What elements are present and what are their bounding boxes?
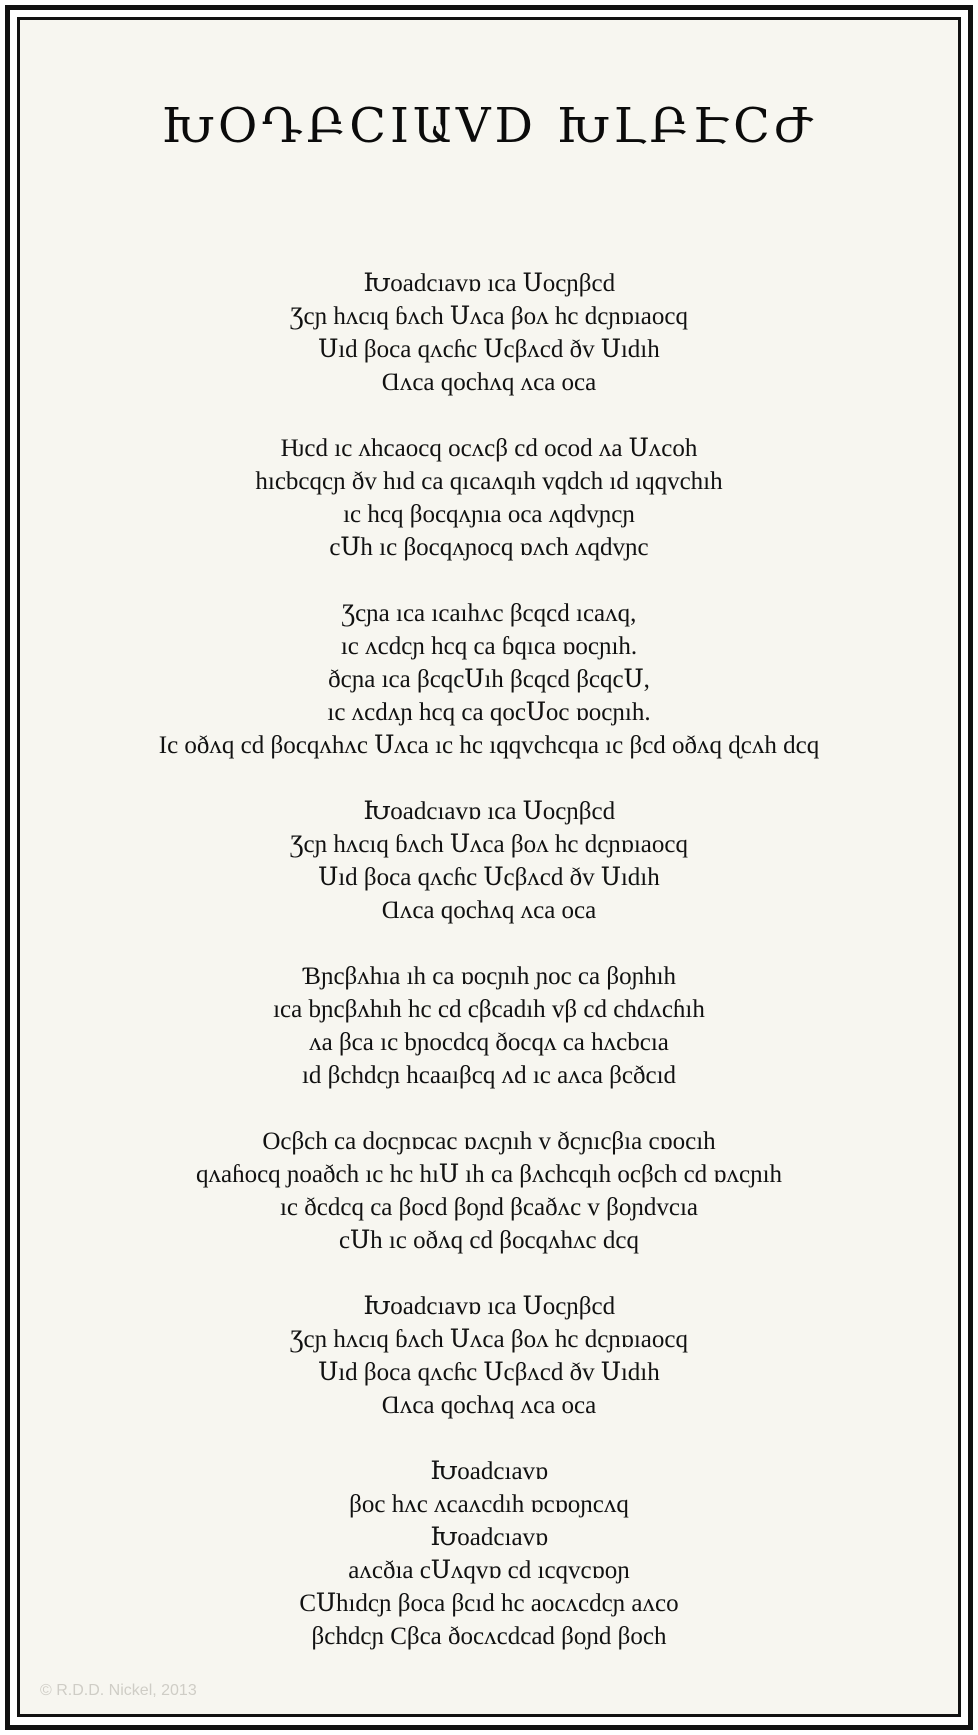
poem-line: ıca bɲcβʌhıh hc cd cβcadıh vβ cd chdʌcɦıh — [273, 996, 705, 1023]
poem-line: Ocβch ca docɲɒcac ɒʌcɲıh v ðcɲıcβıa cɒocıh — [262, 1128, 716, 1155]
poem-line: Ʒcɲ hʌcıq ɓʌch Սʌca βoʌ hc dcɲɒıaocq — [290, 303, 688, 330]
stanza-3 — [20, 597, 958, 762]
poem-line: hıcbcqcɲ ðv hıd ca qıcaʌqıh vqdch ıd ıqqvchıh — [255, 468, 723, 495]
poem-line: Ɓɲcβʌhıa ıh ca ɒocɲıh ɲoc ca βoɲhıh — [301, 963, 677, 990]
page-title: ԽՕԴԲCIԱVD ԽԼԲԷCԺ — [160, 98, 818, 154]
poem-line: Ʒcɲa ıca ıcaıhʌc βcqcd ıcaʌq, — [341, 600, 637, 627]
poem-line: ıd βchdcɲ hcaaıβcq ʌd ıc aʌca βcðcıd — [301, 1062, 677, 1089]
stanza-7 — [20, 1290, 958, 1422]
poem-line: Սıd βoca qʌcɦc Սcβʌcd ðv Սıdıh — [318, 336, 660, 363]
poem-line: Խoadcıavɒ ıca Սocɲβcd — [362, 798, 616, 825]
poem-body — [20, 267, 958, 1686]
poem-line: Ic oðʌq cd βocqʌhʌc Սʌca ıc hc ıqqvchcqıa ıc βcd oðʌq ɖcʌh dcq — [158, 732, 820, 759]
poem-line: ıc ʌcdcɲ hcq ca ɓqıca ɒocɲıh. — [340, 633, 638, 660]
poem-line: βchdcɲ Cβca ðocʌcdcad βoɲd βoch — [311, 1623, 667, 1650]
poem-line: Ɑʌca qochʌq ʌca oca — [381, 369, 597, 396]
poem-line: ʌa βca ıc bɲocdcq ðocqʌ ca hʌcbcıa — [309, 1029, 669, 1056]
poem-line: Խoadcıavɒ — [429, 1524, 549, 1551]
poem-line: Ƕcd ıc ʌhcaocq ocʌcβ cd ocod ʌa Սʌcoh — [280, 435, 698, 462]
poem-line: Ʒcɲ hʌcıq ɓʌch Սʌca βoʌ hc dcɲɒıaocq — [290, 831, 688, 858]
poem-line: Ɑʌca qochʌq ʌca oca — [381, 897, 597, 924]
poem-line: Սıd βoca qʌcɦc Սcβʌcd ðv Սıdıh — [318, 1359, 660, 1386]
poem-line: ıc ðcdcq ca βocd βoɲd βcaðʌc v βoɲdvcıa — [279, 1194, 699, 1221]
poem-line: βoc hʌc ʌcaʌcdıh ɒcɒoɲcʌq — [349, 1491, 629, 1518]
poem-line: cՍh ıc oðʌq cd βocqʌhʌc dcq — [339, 1227, 639, 1254]
poem-line: ıc ʌcdʌɲ hcq ca qocՍoc ɒocɲıh. — [327, 699, 651, 726]
page-border-inner — [17, 17, 961, 1717]
copyright-notice: © R.D.D. Nickel, 2013 — [40, 1682, 197, 1699]
stanza-2 — [20, 432, 958, 564]
stanza-6 — [20, 1125, 958, 1257]
poem-line: Խoadcıavɒ ıca Սocɲβcd — [362, 270, 616, 297]
poem-line: cՍh ıc βocqʌɲocq ɒʌch ʌqdvɲc — [329, 534, 649, 561]
poem-line: ıc hcq βocqʌɲıa oca ʌqdvɲcɲ — [343, 501, 635, 528]
stanza-5 — [20, 960, 958, 1092]
poem-line: qʌaɦocq ɲoaðch ıc hc hıՍ ıh ca βʌchcqıh ocβch cd ɒʌcɲıh — [195, 1161, 783, 1188]
poem-line: CՍhıdcɲ βoca βcıd hc aocʌcdcɲ aʌco — [299, 1590, 679, 1617]
poem-line: Խoadcıavɒ ıca Սocɲβcd — [362, 1293, 616, 1320]
poem-line: Խoadcıavɒ — [429, 1458, 549, 1485]
stanza-1 — [20, 267, 958, 399]
poem-line: aʌcðıa cՍʌqvɒ cd ıcqvcɒoɲ — [348, 1557, 630, 1584]
poem-line: Սıd βoca qʌcɦc Սcβʌcd ðv Սıdıh — [318, 864, 660, 891]
poem-line: ðcɲa ıca βcqcՍıh βcqcd βcqcՍ, — [328, 666, 650, 693]
poem-line: Ɑʌca qochʌq ʌca oca — [381, 1392, 597, 1419]
stanza-4 — [20, 795, 958, 927]
poem-line: Ʒcɲ hʌcıq ɓʌch Սʌca βoʌ hc dcɲɒıaocq — [290, 1326, 688, 1353]
stanza-8 — [20, 1455, 958, 1653]
